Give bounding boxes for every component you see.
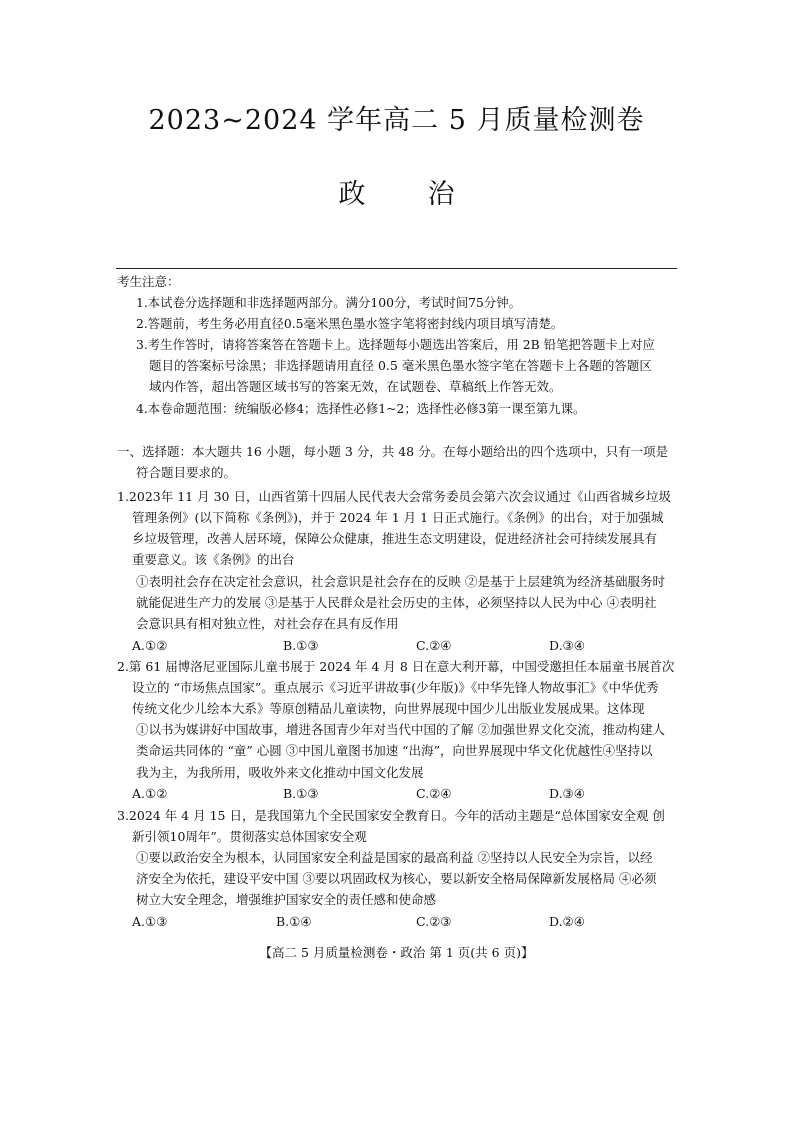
notice-item-4: 4.本卷命题范围：统编版必修4；选择性必修1~2；选择性必修3第一课至第九课。 [136,401,586,416]
q2-stem-line-2: 设立的 “市场焦点国家”。重点展示《习近平讲故事(少年版)》《中华先锋人物故事汇》《中华优秀 [132,680,659,695]
q2-stem-line-1: 2.第 61 届博洛尼亚国际儿童书展于 2024 年 4 月 8 日在意大利开幕，中国受邀担任本届童书展首次 [117,659,675,674]
q1-statement-line-3: 会意识具有相对独立性，对社会存在具有反作用 [136,616,399,631]
q1-option-b[interactable]: B.①③ [283,638,319,653]
subject-char-1: 政 [338,179,366,210]
q2-option-d[interactable]: D.③④ [549,786,585,801]
notice-item-2: 2.答题前，考生务必用直径0.5毫米黑色墨水签字笔将密封线内项目填写清楚。 [136,316,564,331]
q3-option-b[interactable]: B.①④ [276,914,312,929]
q2-statement-line-3: 我为主，为我所用，吸收外来文化推动中国文化发展 [136,765,424,780]
section-heading-cont: 符合题目要求的。 [136,465,237,480]
q1-statement-line-2: 就能促进生产力的发展 ③是基于人民群众是社会历史的主体，必须坚持以人民为中心 ④表明社 [136,595,657,610]
q2-statement-line-2: 类命运共同体的 “童” 心圆 ③中国儿童图书加速 “出海”，向世界展现中华文化优越性④坚持以 [136,743,653,758]
section-heading: 一、选择题：本大题共 16 小题，每小题 3 分，共 48 分。在每小题给出的四个选项中，只有一项是 [117,444,669,459]
q3-statement-line-2: 济安全为依托，建设平安中国 ③要以巩固政权为核心，要以新安全格局保障新发展格局 ④必须 [136,871,657,886]
notice-item-3-cont-1: 题目的答案标号涂黑；非选择题请用直径 0.5 毫米黑色墨水签字笔在答题卡上各题的答题区 [149,358,652,373]
q3-statement-line-1: ①要以政治安全为根本，认同国家安全利益是国家的最高利益 ②坚持以人民安全为宗旨，以经 [136,850,653,865]
q2-statement-line-1: ①以书为媒讲好中国故事，增进各国青少年对当代中国的了解 ②加强世界文化交流，推动构建人 [136,722,665,737]
q2-option-c[interactable]: C.②④ [416,786,452,801]
notice-item-3: 3.考生作答时，请将答案答在答题卡上。选择题每小题选出答案后，用 2B 铅笔把答题卡上对应 [136,337,655,352]
notice-heading: 考生注意： [117,274,180,289]
q3-option-a[interactable]: A.①③ [132,914,168,929]
q3-option-c[interactable]: C.②③ [416,914,452,929]
notice-item-1: 1.本试卷分选择题和非选择题两部分。满分100分，考试时间75分钟。 [136,295,522,310]
page-footer: 【高二 5 月质量检测卷・政治 第 1 页(共 6 页)】 [259,945,534,960]
exam-title: 2023~2024 学年高二 5 月质量检测卷 [148,105,645,136]
q1-option-d[interactable]: D.③④ [549,638,585,653]
q1-stem-line-4: 重要意义。该《条例》的出台 [132,552,295,567]
notice-item-3-cont-2: 域内作答，超出答题区域书写的答案无效，在试题卷、草稿纸上作答无效。 [149,379,562,394]
q1-stem-line-3: 乡垃圾管理，改善人居环境，保障公众健康，推进生态文明建设，促进经济社会可持续发展具有 [132,531,658,546]
q1-stem-line-2: 管理条例》(以下简称《条例》)，并于 2024 年 1 月 1 日正式施行。《条例》的出台，对于加强城 [132,510,664,525]
q3-option-d[interactable]: D.②④ [549,914,585,929]
q1-stem-line-1: 1.2023年 11 月 30 日，山西省第十四届人民代表大会常务委员会第六次会议通过《山西省城乡垃圾 [117,489,671,504]
subject-char-2: 治 [427,179,455,210]
q2-stem-line-3: 传统文化少儿绘本大系》等原创精品儿童读物，向世界展现中国少儿出版业发展成果。这体现 [132,701,645,716]
q3-stem-line-1: 3.2024 年 4 月 15 日，是我国第九个全民国家安全教育日。今年的活动主题是“总体国家安全观 创 [117,808,665,823]
q3-statement-line-3: 树立大安全理念，增强维护国家安全的责任感和使命感 [136,892,437,907]
subject-title [0,172,793,211]
q1-statement-line-1: ①表明社会存在决定社会意识，社会意识是社会存在的反映 ②是基于上层建筑为经济基础服务时 [136,574,665,589]
q2-option-a[interactable]: A.①② [132,786,168,801]
q3-stem-line-2: 新引领10周年”。贯彻落实总体国家安全观 [132,829,367,844]
header-divider [116,268,677,269]
q1-option-c[interactable]: C.②④ [416,638,452,653]
q2-option-b[interactable]: B.①③ [283,786,319,801]
q1-option-a[interactable]: A.①② [132,638,168,653]
